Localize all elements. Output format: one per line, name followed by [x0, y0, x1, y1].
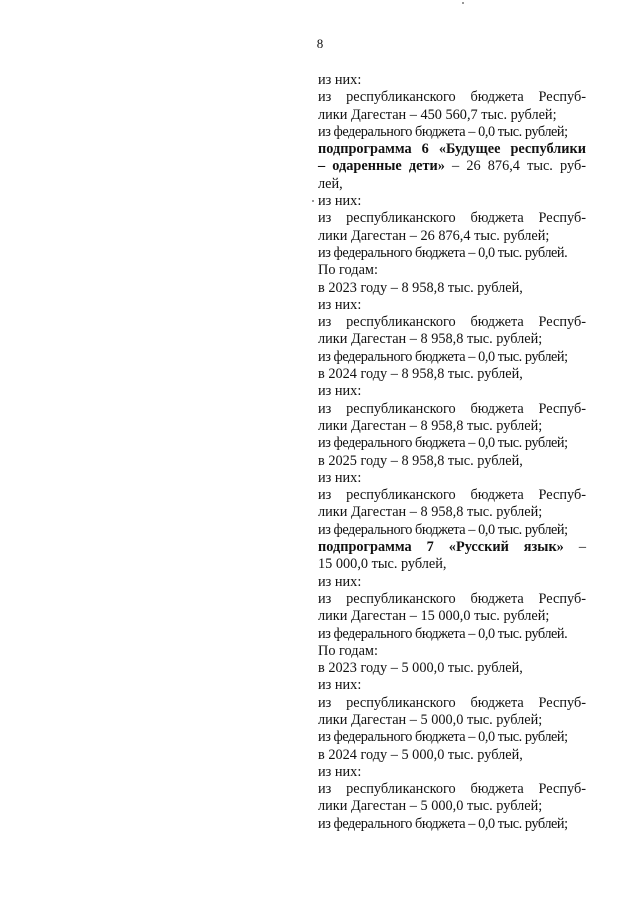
scan-speck: [462, 2, 464, 4]
text-line: из федерального бюджета – 0,0 тыс. рублей;: [318, 123, 568, 140]
text-line: из республиканского бюджета Респуб-: [318, 89, 586, 106]
text-line: из федерального бюджета – 0,0 тыс. рублей;: [318, 521, 568, 538]
subprogram-title: подпрограмма 7 «Русский язык»: [318, 539, 564, 556]
text-line: из республиканского бюджета Респуб-: [318, 314, 586, 331]
text-line: из федерального бюджета – 0,0 тыс. рублей;: [318, 348, 568, 365]
text-line: в 2024 году – 8 958,8 тыс. рублей,: [318, 366, 523, 383]
text-line: в 2023 году – 8 958,8 тыс. рублей,: [318, 279, 523, 296]
subprogram-title: – одаренные дети»: [318, 158, 445, 175]
text-line: в 2023 году – 5 000,0 тыс. рублей,: [318, 660, 523, 677]
line-segment: –: [563, 539, 586, 556]
text-line: из федерального бюджета – 0,0 тыс. рублей;: [318, 815, 568, 832]
text-line: из них:: [318, 763, 362, 780]
text-line: По годам:: [318, 642, 378, 659]
text-line: из них:: [318, 677, 362, 694]
text-line: лики Дагестан – 8 958,8 тыс. рублей;: [318, 504, 543, 521]
text-line: лей,: [318, 175, 343, 192]
text-line: из республиканского бюджета Респуб-: [318, 487, 586, 504]
text-line: из республиканского бюджета Респуб-: [318, 400, 586, 417]
text-line: лики Дагестан – 15 000,0 тыс. рублей;: [318, 608, 550, 625]
text-line: [318, 539, 586, 556]
document-body: [318, 72, 586, 833]
text-line: из них:: [318, 193, 362, 210]
page-number: 8: [316, 36, 324, 51]
text-line: из республиканского бюджета Респуб-: [318, 590, 586, 607]
text-line: лики Дагестан – 8 958,8 тыс. рублей;: [318, 331, 543, 348]
text-line: из них:: [318, 469, 362, 486]
text-line: лики Дагестан – 450 560,7 тыс. рублей;: [318, 106, 557, 123]
text-line: лики Дагестан – 8 958,8 тыс. рублей;: [318, 417, 543, 434]
text-line: лики Дагестан – 5 000,0 тыс. рублей;: [318, 798, 543, 815]
text-line: из федерального бюджета – 0,0 тыс. рублей.: [318, 625, 568, 642]
scan-speck: [312, 200, 314, 202]
text-line: из них:: [318, 296, 362, 313]
text-line: из них:: [318, 72, 362, 88]
text-line: из федерального бюджета – 0,0 тыс. рублей.: [318, 244, 568, 261]
text-line: из федерального бюджета – 0,0 тыс. рублей;: [318, 729, 568, 746]
text-line: в 2025 году – 8 958,8 тыс. рублей,: [318, 452, 523, 469]
text-line: из республиканского бюджета Респуб-: [318, 210, 586, 227]
text-line: из федерального бюджета – 0,0 тыс. рублей;: [318, 435, 568, 452]
text-line: из них:: [318, 383, 362, 400]
text-line: из республиканского бюджета Респуб-: [318, 781, 586, 798]
text-line: в 2024 году – 5 000,0 тыс. рублей,: [318, 746, 523, 763]
line-segment: – 26 876,4 тыс. руб-: [444, 158, 586, 175]
text-line: По годам:: [318, 262, 378, 279]
text-line: из республиканского бюджета Респуб-: [318, 694, 586, 711]
text-line: из них:: [318, 573, 362, 590]
text-line: лики Дагестан – 5 000,0 тыс. рублей;: [318, 711, 543, 728]
text-line: лики Дагестан – 26 876,4 тыс. рублей;: [318, 227, 550, 244]
text-line: подпрограмма 6 «Будущее республики: [318, 141, 586, 158]
text-line: [318, 158, 586, 175]
text-line: 15 000,0 тыс. рублей,: [318, 556, 447, 573]
